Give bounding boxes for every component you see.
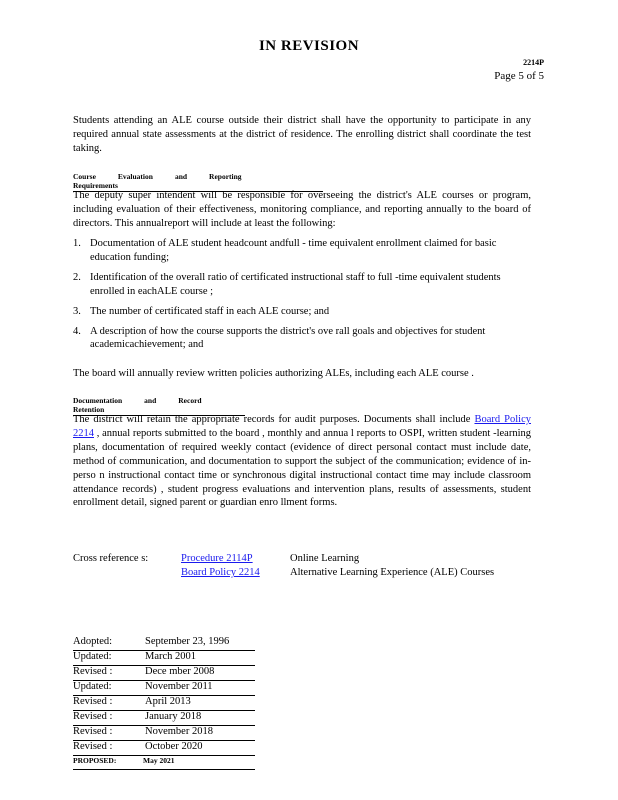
evaluation-paragraph: The deputy super intendent will be responsible for overseeing the district's ALE courses or program, including evaluation of their effectiveness, monitoring compliance, and reporting annually to the board of directors. This annualreport will include at least the following: <box>73 190 531 229</box>
list-number: 4. <box>73 325 81 337</box>
evaluation-closing: The board will annually review written policies authorizing ALEs, including each ALE course . <box>73 368 474 379</box>
history-label: Revised : <box>73 726 113 737</box>
history-date: Dece mber 2008 <box>145 666 215 677</box>
list-text: The number of certificated staff in each ALE course; and <box>90 305 330 317</box>
heading-word: Retention <box>73 405 105 414</box>
heading-word: and <box>174 172 188 181</box>
list-item <box>73 305 531 319</box>
history-label: PROPOSED: <box>73 756 117 765</box>
heading-word: Course <box>73 172 96 181</box>
board-policy-2214-xref-link[interactable]: Board Policy 2214 <box>181 567 260 578</box>
history-label: Adopted: <box>73 636 113 647</box>
policy-code: 2214P <box>523 58 544 67</box>
adoption-history <box>73 636 255 770</box>
page-title: IN REVISION <box>258 38 360 54</box>
history-label: Updated: <box>73 651 112 662</box>
list-number: 1. <box>73 238 81 249</box>
history-date: May 2021 <box>143 756 175 765</box>
procedure-2114p-link[interactable]: Procedure 2114P <box>181 553 253 564</box>
list-number: 2. <box>73 271 81 283</box>
history-row <box>73 666 255 681</box>
history-date: November 2011 <box>145 681 213 692</box>
retention-text: , annual reports submitted to the board , monthly and annua l reports to OSPI, written student -learning plans, documentation of required weekly contact (evidence of direct personal contact must include date, method of communication, and documentation to support the subject of the communication; evidence of in-perso n instructional contact time or synchronous digital instructional contact time may include classroom attendance records) , student progress evaluations and intervention plans, results of assessments, student enrollment detail, signed parent or guardian enro llment forms. <box>73 427 531 509</box>
heading-word: Requirements <box>73 181 118 190</box>
history-date: April 2013 <box>145 696 191 707</box>
retention-paragraph <box>73 413 531 510</box>
list-text: Documentation of ALE student headcount andfull - time equivalent enrollment claimed for basic education funding; <box>90 238 497 263</box>
page-number: Page 5 of 5 <box>494 70 544 82</box>
heading-word: Reporting <box>209 172 242 181</box>
heading-word: Record <box>178 396 202 405</box>
history-row <box>73 681 255 696</box>
history-row <box>73 726 255 741</box>
list-text: Identification of the overall ratio of certificated instructional staff to full -time equivalent students enrolled in eachALE course ; <box>90 271 501 297</box>
cross-reference-title: Online Learning <box>290 553 360 564</box>
heading-word: Evaluation <box>117 172 153 181</box>
list-text: A description of how the course supports the district's ove rall goals and objectives for student academicachievement; and <box>90 325 486 351</box>
history-row <box>73 636 255 651</box>
history-row-proposed <box>73 756 255 770</box>
list-item <box>73 237 531 265</box>
history-date: November 2018 <box>145 726 213 737</box>
history-label: Revised : <box>73 741 113 752</box>
heading-word: and <box>144 396 157 405</box>
history-date: March 2001 <box>145 651 197 662</box>
history-row <box>73 741 255 756</box>
history-row <box>73 696 255 711</box>
list-item <box>73 271 531 299</box>
heading-word: Documentation <box>73 396 123 405</box>
evaluation-list <box>73 237 531 358</box>
history-date: September 23, 1996 <box>145 636 230 647</box>
cross-reference-label: Cross reference s: <box>73 553 149 564</box>
board-policy-2214-link[interactable]: Board Policy 2214 <box>73 414 531 439</box>
history-date: January 2018 <box>145 711 202 722</box>
history-date: October 2020 <box>145 741 203 752</box>
history-label: Revised : <box>73 666 113 677</box>
retention-text: The district will retain the appropriate records for audit purposes. Documents shall include <box>73 414 475 425</box>
history-row <box>73 651 255 666</box>
list-number: 3. <box>73 305 81 317</box>
history-row <box>73 711 255 726</box>
history-label: Revised : <box>73 696 113 707</box>
history-label: Revised : <box>73 711 113 722</box>
cross-reference-title: Alternative Learning Experience (ALE) Courses <box>290 567 495 578</box>
list-item <box>73 325 531 353</box>
intro-paragraph: Students attending an ALE course outside their district shall have the opportunity to participate in any required annual state assessments at the district of residence. The enrolling district shall coordinate the test taking. <box>73 115 531 154</box>
history-label: Updated: <box>73 681 112 692</box>
